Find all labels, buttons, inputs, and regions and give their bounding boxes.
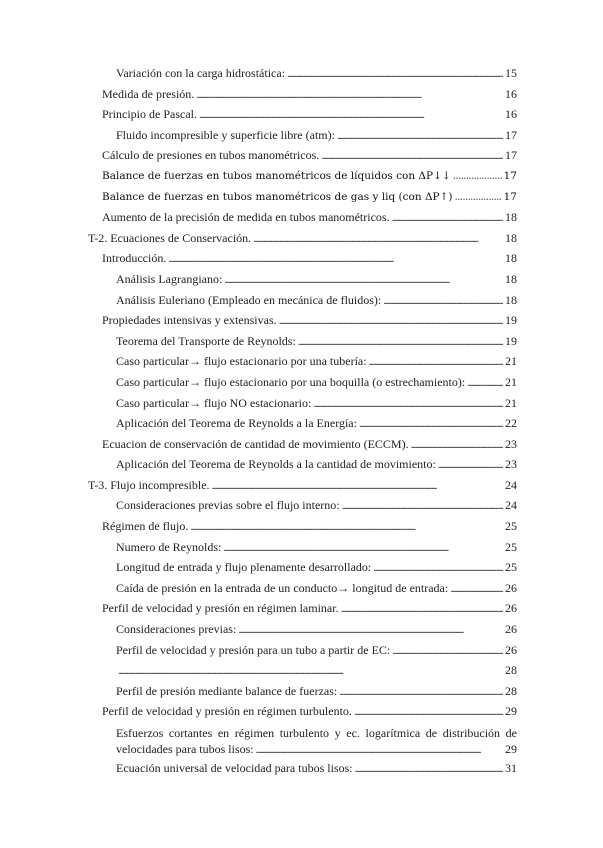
toc-entry[interactable]	[116, 758, 517, 779]
toc-entry-title: Aumento de la precisión de medida en tubos manométricos.	[102, 210, 390, 225]
toc-page-number: 15	[505, 66, 517, 80]
toc-entry[interactable]	[102, 166, 517, 187]
leader-dots	[168, 248, 503, 270]
leader-dots	[224, 269, 503, 291]
toc-entry[interactable]	[116, 741, 517, 758]
leader-dots	[354, 701, 503, 723]
toc-entry[interactable]	[116, 290, 517, 311]
toc-entry-title: Propiedades intensivas y extensivas.	[102, 313, 277, 328]
toc-entry[interactable]	[102, 598, 517, 619]
toc-entry-title: Variación con la carga hidrostática:	[116, 66, 286, 80]
toc-entry[interactable]	[102, 145, 517, 166]
toc-entry[interactable]	[116, 557, 517, 578]
toc-entry-title: Medida de presión.	[102, 86, 195, 101]
toc-page-number: 26	[505, 580, 517, 595]
leader-dots	[256, 741, 503, 759]
toc-entry[interactable]	[102, 434, 517, 455]
toc-page-number: 25	[505, 519, 517, 534]
toc-entry-title: Perfil de velocidad y presión en régimen laminar.	[102, 601, 339, 616]
toc-entry-title: Perfil de velocidad y presión en régimen turbulento.	[102, 704, 352, 719]
toc-entry-title: Ecuación universal de velocidad para tubos lisos:	[116, 761, 353, 775]
toc-page-number: 18	[505, 210, 517, 225]
toc-entry[interactable]	[116, 537, 517, 558]
toc-entry[interactable]	[116, 393, 517, 414]
toc-entry-title: Perfil de presión mediante balance de fuerzas:	[116, 683, 338, 698]
toc-entry[interactable]	[88, 475, 517, 496]
leader-dots	[279, 310, 503, 332]
leader-dots	[339, 681, 503, 703]
leader-dots	[341, 598, 503, 620]
toc-page-number: 17	[503, 169, 517, 182]
toc-entry-title: Aplicación del Teorema de Reynolds a la Energía:	[116, 416, 357, 431]
toc-page-number: 19	[505, 313, 517, 328]
toc-entry[interactable]	[116, 495, 517, 516]
leader-dots	[383, 290, 503, 312]
toc-page-number: 26	[505, 622, 517, 637]
toc-entry-title: Ecuacion de conservación de cantidad de movimiento (ECCM).	[102, 436, 409, 451]
leader-dots	[212, 475, 503, 497]
toc-entry[interactable]	[116, 269, 517, 290]
toc-entry[interactable]	[102, 310, 517, 331]
leader-dots	[455, 187, 502, 208]
toc-entry-title: Consideraciones previas sobre el flujo interno:	[116, 498, 340, 513]
toc-page-number: 18	[505, 230, 517, 245]
toc-entry[interactable]	[116, 619, 517, 640]
toc-page-number: 26	[505, 642, 517, 657]
toc-entry[interactable]	[116, 63, 517, 84]
toc-entry-title: Análisis Euleriano (Empleado en mecánica de fluidos):	[116, 292, 382, 307]
toc-entry-title: Balance de fuerzas en tubos manométricos de líquidos con ΔP↓↓	[102, 169, 451, 182]
leader-dots	[313, 393, 503, 415]
toc-entry-title-line1[interactable]: Esfuerzos cortantes en régimen turbulento y ec. logarítmica de distribución de	[116, 726, 517, 740]
leader-dots	[253, 228, 503, 250]
toc-entry[interactable]	[116, 578, 517, 599]
toc-entry-title: Caída de presión en la entrada de un conducto→ longitud de entrada:	[116, 580, 449, 595]
leader-dots	[190, 516, 503, 538]
toc-entry[interactable]	[116, 640, 517, 661]
toc-entry-title: Caso particular→ flujo estacionario por una tubería:	[116, 354, 367, 369]
toc-entry-title: Introducción.	[102, 251, 167, 266]
leader-dots	[355, 758, 503, 780]
leader-dots	[359, 413, 503, 435]
toc-page-number: 18	[505, 271, 517, 286]
leader-dots	[438, 454, 503, 476]
toc-entry-title: Cálculo de presiones en tubos manométricos.	[102, 148, 320, 163]
toc-entry-title: Numero de Reynolds:	[116, 539, 222, 554]
toc-entry[interactable]	[102, 104, 517, 125]
toc-page-number: 21	[505, 374, 517, 389]
toc-entry[interactable]	[102, 248, 517, 269]
leader-dots	[411, 434, 503, 456]
leader-dots	[223, 537, 503, 559]
toc-entry-title: Perfil de velocidad y presión para un tubo a partir de EC:	[116, 642, 391, 657]
leader-dots	[118, 660, 503, 682]
toc-page-number: 24	[505, 477, 517, 492]
toc-page-number: 21	[505, 354, 517, 369]
toc-entry-title: Teorema del Transporte de Reynolds:	[116, 333, 296, 348]
toc-page-number: 31	[505, 761, 517, 775]
toc-entry-title: Longitud de entrada y flujo plenamente desarrollado:	[116, 560, 372, 575]
toc-entry-title: Principio de Pascal.	[102, 107, 197, 122]
leader-dots	[392, 207, 503, 229]
toc-page-number: 26	[505, 601, 517, 616]
leader-dots	[453, 166, 502, 187]
toc-entry-title: Análisis Lagrangiano:	[116, 271, 223, 286]
toc-entry[interactable]	[102, 84, 517, 105]
leader-dots	[369, 351, 503, 373]
leader-dots	[238, 619, 503, 641]
toc-entry-title: Balance de fuerzas en tubos manométricos de gas y liq (con ΔP↑)	[102, 190, 453, 203]
toc-entry-title: velocidades para tubos lisos:	[116, 742, 254, 756]
toc-page-number: 18	[505, 251, 517, 266]
toc-entry[interactable]	[88, 228, 517, 249]
toc-entry-title: Consideraciones previas:	[116, 622, 237, 637]
leader-dots	[196, 84, 503, 106]
toc-entry[interactable]	[116, 351, 517, 372]
toc-page-number: 17	[505, 127, 517, 142]
toc-page-number: 28	[505, 663, 517, 678]
leader-dots	[467, 372, 503, 394]
toc-entry-title: Aplicación del Teorema de Reynolds a la cantidad de movimiento:	[116, 457, 436, 472]
toc-page-number: 23	[505, 457, 517, 472]
toc-entry[interactable]	[116, 413, 517, 434]
toc-page-number: 29	[505, 742, 517, 756]
toc-page-number: 21	[505, 395, 517, 410]
leader-dots	[450, 578, 503, 600]
toc-entry-title: Régimen de flujo.	[102, 519, 189, 534]
toc-entry[interactable]	[102, 207, 517, 228]
toc-page-number: 18	[505, 292, 517, 307]
toc-entry-title: Caso particular→ flujo NO estacionario:	[116, 395, 312, 410]
leader-dots	[373, 557, 503, 579]
leader-dots	[392, 640, 503, 662]
table-of-contents	[0, 63, 603, 779]
toc-page-number: 23	[505, 436, 517, 451]
toc-page-number: 28	[505, 683, 517, 698]
toc-entry[interactable]	[102, 701, 517, 722]
toc-entry[interactable]	[102, 516, 517, 537]
toc-entry-title: T-2. Ecuaciones de Conservación.	[88, 230, 252, 245]
leader-dots	[199, 104, 503, 126]
toc-entry[interactable]	[116, 125, 517, 146]
leader-dots	[337, 125, 503, 147]
leader-dots	[287, 63, 503, 85]
toc-entry[interactable]	[116, 681, 517, 702]
toc-page-number: 24	[505, 498, 517, 513]
toc-entry[interactable]	[116, 660, 517, 681]
toc-page-number: 29	[505, 704, 517, 719]
leader-dots	[298, 331, 503, 353]
toc-page-number: 19	[505, 333, 517, 348]
toc-entry[interactable]	[102, 187, 517, 208]
toc-entry-title: T-3. Flujo incompresible.	[88, 477, 210, 492]
toc-entry-title: Caso particular→ flujo estacionario por una boquilla (o estrechamiento):	[116, 374, 466, 389]
toc-entry[interactable]	[116, 454, 517, 475]
toc-entry-title: Fluido incompresible y superficie libre (atm):	[116, 127, 335, 142]
toc-page-number: 16	[505, 107, 517, 122]
toc-entry[interactable]	[116, 372, 517, 393]
toc-page-number: 17	[505, 148, 517, 163]
toc-entry[interactable]	[116, 331, 517, 352]
toc-page-number: 16	[505, 86, 517, 101]
leader-dots	[321, 145, 503, 167]
toc-page-number: 25	[505, 539, 517, 554]
toc-page-number: 22	[505, 416, 517, 431]
toc-page-number: 17	[503, 190, 517, 203]
leader-dots	[342, 495, 503, 517]
toc-page-number: 25	[505, 560, 517, 575]
